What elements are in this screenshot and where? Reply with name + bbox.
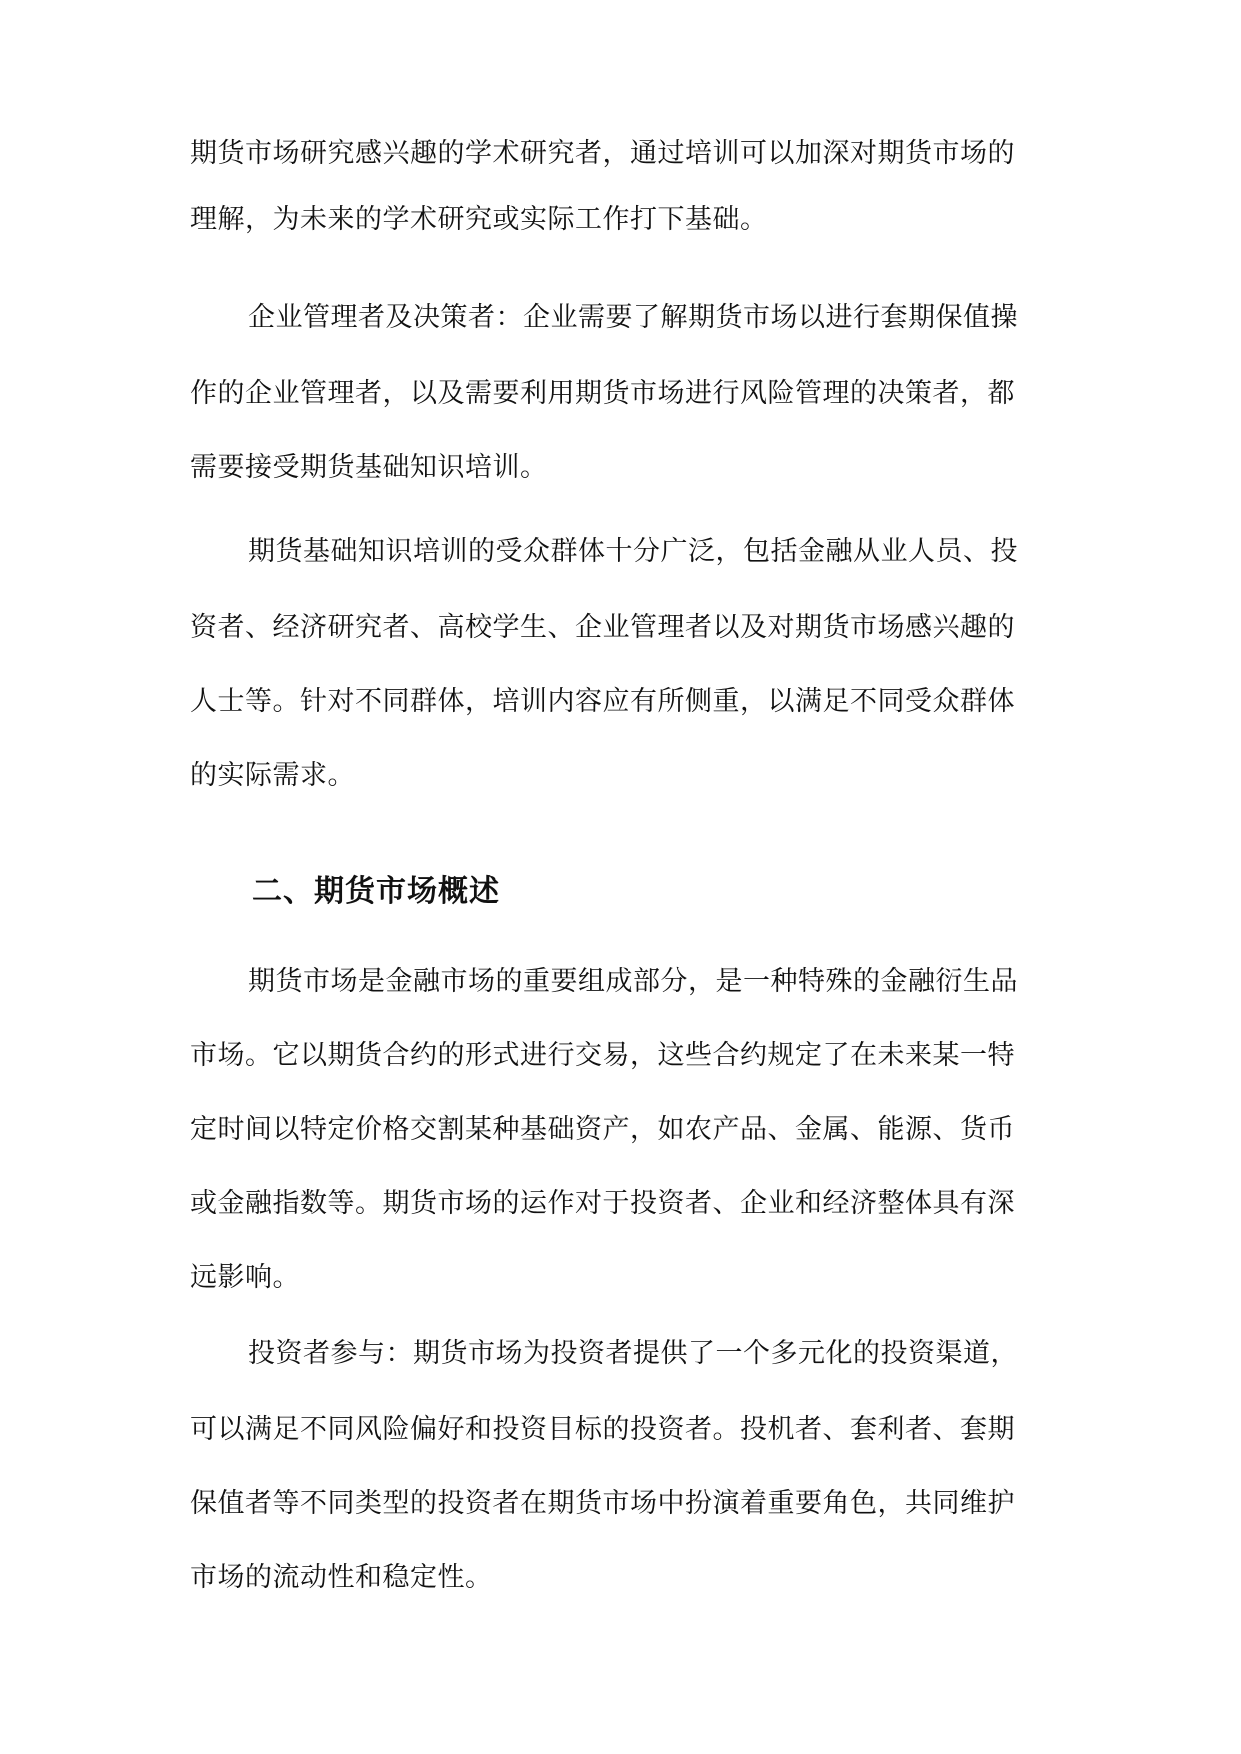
paragraph-line: 企业管理者及决策者：企业需要了解期货市场以进行套期保值操	[248, 302, 1018, 333]
paragraph-line: 投资者参与：期货市场为投资者提供了一个多元化的投资渠道，	[248, 1338, 1018, 1369]
paragraph-line: 或金融指数等。期货市场的运作对于投资者、企业和经济整体具有深	[190, 1188, 1015, 1219]
paragraph-line: 市场。它以期货合约的形式进行交易，这些合约规定了在未来某一特	[190, 1040, 1015, 1071]
paragraph-line: 理解，为未来的学术研究或实际工作打下基础。	[190, 204, 768, 235]
paragraph-line: 定时间以特定价格交割某种基础资产，如农产品、金属、能源、货币	[190, 1114, 1015, 1145]
paragraph-line: 远影响。	[190, 1262, 300, 1293]
paragraph-line: 需要接受期货基础知识培训。	[190, 452, 548, 483]
paragraph-line: 期货基础知识培训的受众群体十分广泛，包括金融从业人员、投	[248, 536, 1018, 567]
paragraph-line: 市场的流动性和稳定性。	[190, 1562, 493, 1593]
paragraph-line: 资者、经济研究者、高校学生、企业管理者以及对期货市场感兴趣的	[190, 612, 1015, 643]
paragraph-line: 人士等。针对不同群体，培训内容应有所侧重，以满足不同受众群体	[190, 686, 1015, 717]
paragraph-line: 的实际需求。	[190, 760, 355, 791]
paragraph-line: 可以满足不同风险偏好和投资目标的投资者。投机者、套利者、套期	[190, 1414, 1015, 1445]
paragraph-line: 期货市场研究感兴趣的学术研究者，通过培训可以加深对期货市场的	[190, 138, 1015, 169]
paragraph-line: 作的企业管理者，以及需要利用期货市场进行风险管理的决策者，都	[190, 378, 1015, 409]
section-heading: 二、期货市场概述	[252, 874, 500, 909]
paragraph-line: 保值者等不同类型的投资者在期货市场中扮演着重要角色，共同维护	[190, 1488, 1015, 1519]
paragraph-line: 期货市场是金融市场的重要组成部分，是一种特殊的金融衍生品	[248, 966, 1018, 997]
